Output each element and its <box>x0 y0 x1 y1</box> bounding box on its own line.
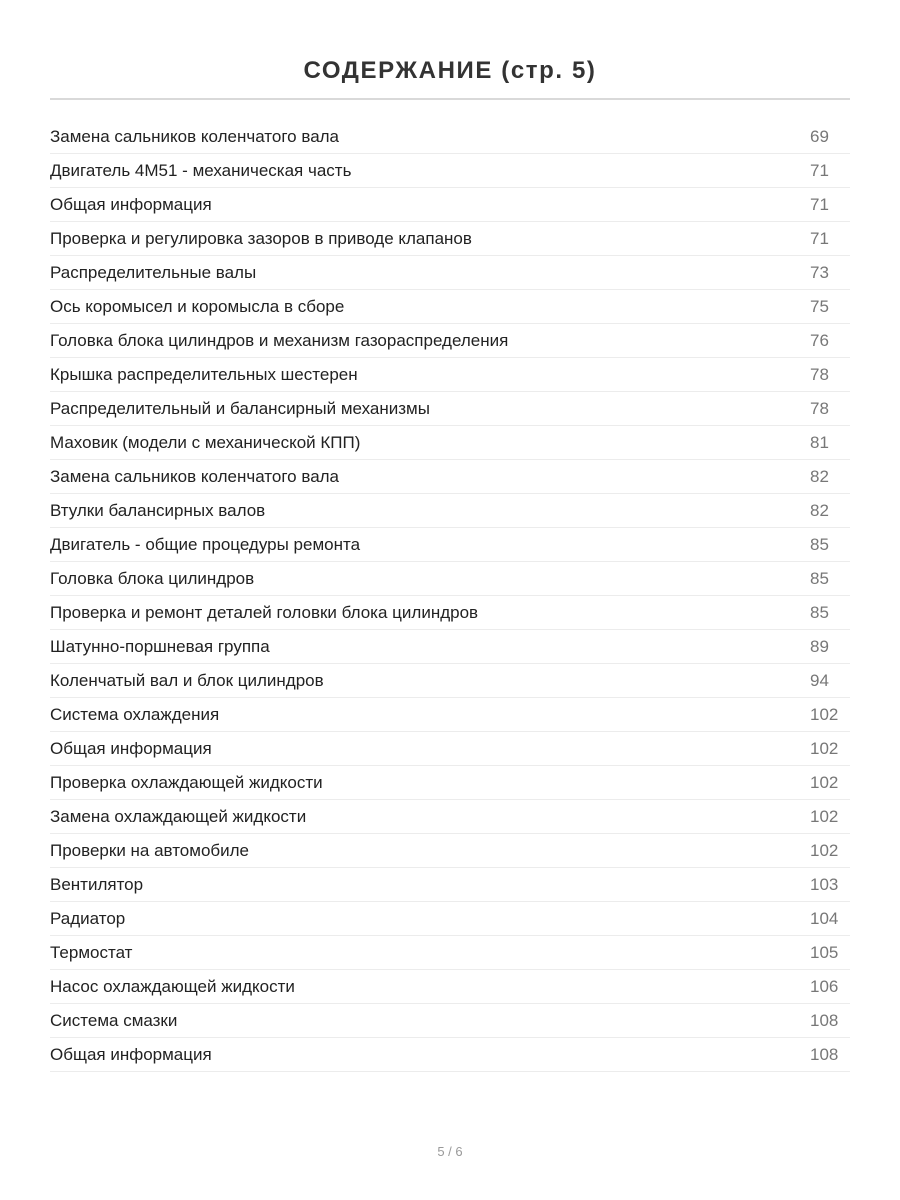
toc-entry-page: 76 <box>810 330 829 350</box>
toc-entry[interactable] <box>50 562 850 596</box>
toc-entry-label: Коленчатый вал и блок цилиндров <box>50 670 324 690</box>
toc-entry-label: Система охлаждения <box>50 704 220 724</box>
toc-entry-label: Распределительный и балансирный механизмы <box>50 398 430 418</box>
toc-entry[interactable] <box>50 596 850 630</box>
toc-entry-page: 78 <box>810 398 829 418</box>
toc-entry-label: Проверки на автомобиле <box>50 840 250 860</box>
toc-entry-page: 85 <box>810 568 829 588</box>
toc-entry[interactable] <box>50 664 850 698</box>
toc-entry-page: 102 <box>810 704 839 724</box>
toc-entry-page: 102 <box>810 840 839 860</box>
toc-entry-label: Замена охлаждающей жидкости <box>50 806 307 826</box>
toc-entry-page: 78 <box>810 364 829 384</box>
toc-entry-page: 82 <box>810 466 829 486</box>
toc-entry-page: 102 <box>810 738 839 758</box>
toc-entry-label: Замена сальников коленчатого вала <box>50 126 340 146</box>
toc-entry-label: Маховик (модели с механической КПП) <box>50 432 361 452</box>
toc-entry[interactable] <box>50 256 850 290</box>
toc-entry-label: Термостат <box>50 942 133 962</box>
toc-entry-page: 102 <box>810 772 839 792</box>
toc-entry[interactable] <box>50 222 850 256</box>
toc-entry-label: Крышка распределительных шестерен <box>50 364 358 384</box>
toc-entry-label: Втулки балансирных валов <box>50 500 266 520</box>
toc-entry[interactable] <box>50 800 850 834</box>
toc-entry-page: 94 <box>810 670 829 690</box>
toc-entry-page: 103 <box>810 874 839 894</box>
toc-entry[interactable] <box>50 528 850 562</box>
toc-entry[interactable] <box>50 120 850 154</box>
toc-entry-label: Головка блока цилиндров и механизм газораспределения <box>50 330 509 350</box>
toc-entry-label: Система смазки <box>50 1010 178 1030</box>
toc-entry-page: 85 <box>810 534 829 554</box>
toc-entry-label: Общая информация <box>50 194 212 214</box>
toc-entry-page: 89 <box>810 636 829 656</box>
title-divider <box>50 98 850 100</box>
toc-entry[interactable] <box>50 766 850 800</box>
toc-entry-label: Головка блока цилиндров <box>50 568 255 588</box>
toc-entry-label: Радиатор <box>50 908 126 928</box>
toc-entry-page: 75 <box>810 296 829 316</box>
toc-entry-label: Проверка и регулировка зазоров в приводе клапанов <box>50 228 472 248</box>
toc-entry-page: 85 <box>810 602 829 622</box>
toc-entry[interactable] <box>50 426 850 460</box>
toc-entry[interactable] <box>50 154 850 188</box>
toc-entry-label: Замена сальников коленчатого вала <box>50 466 340 486</box>
toc-entry[interactable] <box>50 902 850 936</box>
toc-entry[interactable] <box>50 1004 850 1038</box>
toc-entry[interactable] <box>50 392 850 426</box>
toc-entry[interactable] <box>50 1038 850 1072</box>
toc-entry[interactable] <box>50 324 850 358</box>
page-counter: 5 / 6 <box>437 1144 463 1159</box>
toc-entry-label: Ось коромысел и коромысла в сборе <box>50 296 345 316</box>
toc-entry-label: Двигатель - общие процедуры ремонта <box>50 534 361 554</box>
toc-entry[interactable] <box>50 834 850 868</box>
toc-entry[interactable] <box>50 732 850 766</box>
toc-entry-label: Проверка охлаждающей жидкости <box>50 772 323 792</box>
toc-entry-label: Вентилятор <box>50 874 144 894</box>
toc-entry-page: 104 <box>810 908 839 928</box>
toc-entry[interactable] <box>50 188 850 222</box>
toc-entry-page: 71 <box>810 194 829 214</box>
toc-entry[interactable] <box>50 494 850 528</box>
toc-entry-label: Шатунно-поршневая группа <box>50 636 270 656</box>
toc-entry[interactable] <box>50 698 850 732</box>
toc-entry[interactable] <box>50 630 850 664</box>
toc-entry-page: 105 <box>810 942 839 962</box>
toc-entry-page: 102 <box>810 806 839 826</box>
toc-entry-page: 106 <box>810 976 839 996</box>
toc-entry-page: 82 <box>810 500 829 520</box>
toc-entry[interactable] <box>50 868 850 902</box>
toc-entry-label: Распределительные валы <box>50 262 257 282</box>
toc-entry-page: 71 <box>810 160 829 180</box>
toc-entry-page: 81 <box>810 432 829 452</box>
toc-entry[interactable] <box>50 970 850 1004</box>
toc-entry-label: Насос охлаждающей жидкости <box>50 976 295 996</box>
toc-entry-label: Общая информация <box>50 738 212 758</box>
toc-entry-page: 73 <box>810 262 829 282</box>
toc-list <box>50 120 850 1072</box>
toc-entry-label: Общая информация <box>50 1044 212 1064</box>
toc-entry-label: Проверка и ремонт деталей головки блока цилиндров <box>50 602 479 622</box>
toc-entry-page: 71 <box>810 228 829 248</box>
page-title: СОДЕРЖАНИЕ (стр. 5) <box>303 57 597 85</box>
toc-entry[interactable] <box>50 290 850 324</box>
toc-entry[interactable] <box>50 358 850 392</box>
toc-entry[interactable] <box>50 460 850 494</box>
toc-entry-page: 69 <box>810 126 829 146</box>
toc-entry-page: 108 <box>810 1044 839 1064</box>
toc-entry-label: Двигатель 4М51 - механическая часть <box>50 160 352 180</box>
toc-entry[interactable] <box>50 936 850 970</box>
toc-entry-page: 108 <box>810 1010 839 1030</box>
